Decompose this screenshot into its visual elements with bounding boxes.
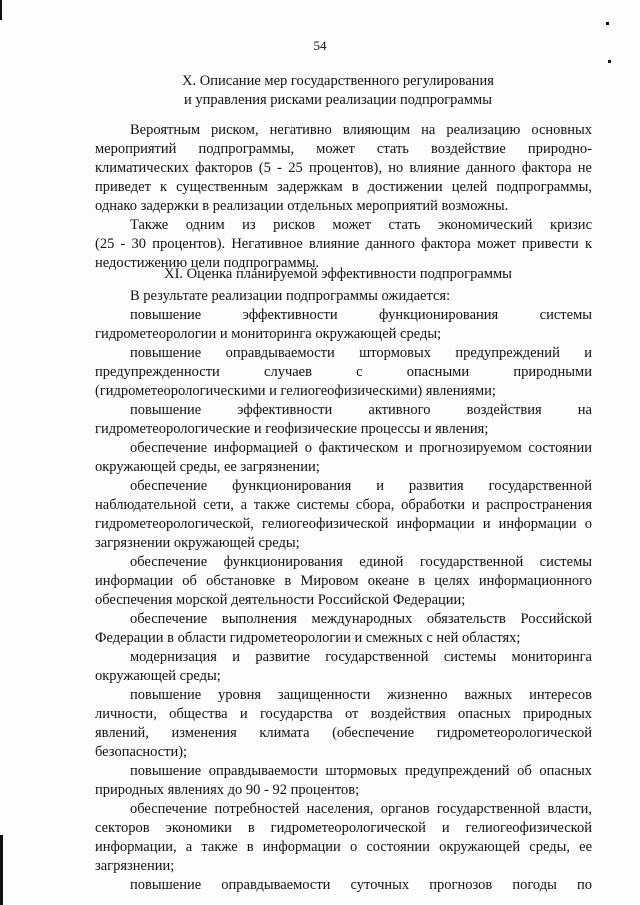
paragraph-line: повышение уровня защищенности жизненно важных интересов xyxy=(130,687,592,703)
paragraph-line: приведет к существенным задержкам в достижении целей подпрограммы, xyxy=(95,179,592,195)
paragraph-line: повышение оправдываемости штормовых предупреждений об опасных xyxy=(130,763,592,779)
scan-speck-right xyxy=(606,22,609,25)
paragraph-line: однако задержки в реализации отдельных мероприятий возможны. xyxy=(95,198,509,214)
paragraph-line: повышение оправдываемости штормовых предупреждений и xyxy=(130,345,592,361)
paragraph-line: личности, общества и государства от воздействия опасных природных xyxy=(95,706,592,722)
paragraph-line: обеспечение функционирования единой государственной системы xyxy=(130,554,592,570)
paragraph-line: повышение оправдываемости суточных прогнозов погоды по xyxy=(130,877,592,893)
paragraph-line: обеспечение функционирования и развития государственной xyxy=(130,478,592,494)
paragraph-line: обеспечение выполнения международных обязательств Российской xyxy=(130,611,592,627)
paragraph-line: природных явлениях до 90 - 92 процентов; xyxy=(95,782,360,798)
page-number: 54 xyxy=(313,38,327,53)
paragraph-line: мероприятий подпрограммы, может стать воздействие природно- xyxy=(95,141,592,157)
paragraph-line: гидрометеорологии и мониторинга окружающей среды; xyxy=(95,326,442,342)
paragraph-line: загрязнении окружающей среды; xyxy=(95,535,300,551)
paragraph-line: безопасности); xyxy=(95,744,188,760)
section-x-title-line: X. Описание мер государственного регулирования xyxy=(182,73,494,89)
paragraph-line: (25 - 30 процентов). Негативное влияние данного фактора может привести к xyxy=(95,236,592,252)
paragraph-line: окружающей среды; xyxy=(95,668,221,684)
paragraph-line: информации, а также в информации о состоянии окружающей среды, ее xyxy=(95,839,592,855)
paragraph-line: повышение эффективности функционирования системы xyxy=(130,307,592,323)
paragraph-line: обеспечение информацией о фактическом и прогнозируемом состоянии xyxy=(130,440,592,456)
paragraph-line: гидрометеорологические и геофизические процессы и явления; xyxy=(95,421,489,437)
paragraph-line: обеспечения морской деятельности Российской Федерации; xyxy=(95,592,466,608)
paragraph-line: В результате реализации подпрограммы ожидается: xyxy=(130,288,451,304)
paragraph-line: окружающей среды, ее загрязнении; xyxy=(95,459,320,475)
paragraph-line: климатических факторов (5 - 25 процентов), но влияние данного фактора не xyxy=(95,160,592,176)
paragraph-line: секторов экономики в гидрометеорологической и гелиогеофизической xyxy=(95,820,592,836)
paragraph-line: Вероятным риском, негативно влияющим на реализацию основных xyxy=(130,122,592,138)
paragraph-line: явлений, изменения климата (обеспечение гидрометеорологической xyxy=(95,725,592,741)
scan-edge-mark-left xyxy=(0,835,3,905)
paragraph-line: модернизация и развитие государственной системы мониторинга xyxy=(130,649,592,665)
paragraph-line: гидрометеорологической, гелиогеофизической информации и информации о xyxy=(95,516,592,532)
scan-edge-mark-top-left xyxy=(0,0,2,20)
paragraph-line: Федерации в области гидрометеорологии и смежных с ней областях; xyxy=(95,630,521,646)
paragraph-line: информации об обстановке в Мировом океане в целях информационного xyxy=(95,573,592,589)
paragraph-line: (гидрометеорологическими и гелиогеофизическими) явлениями; xyxy=(95,383,496,399)
paragraph-line: недостижению цели подпрограммы. xyxy=(95,255,320,271)
section-xi-title: XI. Оценка планируемой эффективности подпрограммы xyxy=(164,266,512,282)
section-x-title-line: и управления рисками реализации подпрограммы xyxy=(184,92,492,108)
paragraph-line: повышение эффективности активного воздействия на xyxy=(130,402,592,418)
paragraph-line: предупрежденности случаев с опасными природными xyxy=(95,364,592,380)
paragraph-line: обеспечение потребностей населения, органов государственной власти, xyxy=(130,801,592,817)
paragraph-line: наблюдательной сети, а также системы сбора, обработки и распространения xyxy=(95,497,592,513)
paragraph-line: Также одним из рисков может стать экономический кризис xyxy=(130,217,592,233)
paragraph-line: загрязнении; xyxy=(95,858,175,874)
scan-speck-right xyxy=(608,60,611,63)
